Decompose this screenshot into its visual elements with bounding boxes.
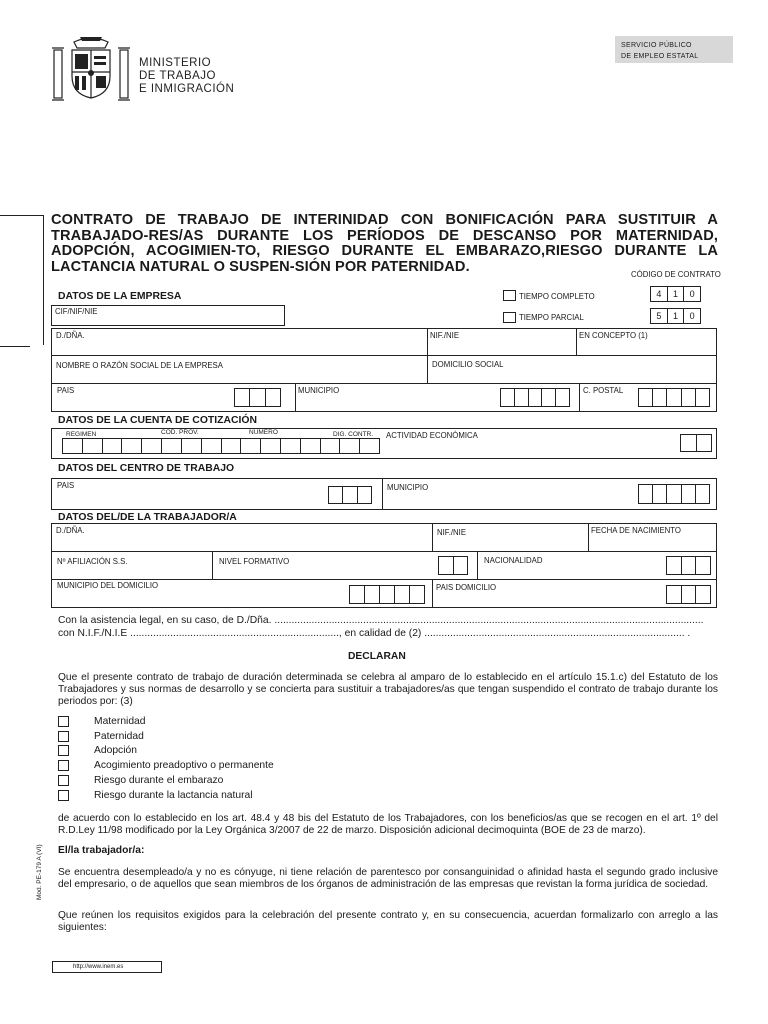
option-maternidad[interactable]: Maternidad xyxy=(58,714,274,729)
full-time-checkbox[interactable] xyxy=(503,290,516,301)
nacionalidad-label: NACIONALIDAD xyxy=(484,556,543,565)
empresa-nif-label: NIF./NIE xyxy=(430,331,460,340)
centro-municipio-boxes[interactable] xyxy=(638,484,710,504)
municipio-domicilio-boxes[interactable] xyxy=(349,585,425,604)
section-empresa: DATOS DE LA EMPRESA xyxy=(58,291,182,302)
nivel-formativo-boxes[interactable] xyxy=(438,556,468,575)
option-riesgo-lactancia[interactable]: Riesgo durante la lactancia natural xyxy=(58,788,274,803)
centro-pais-boxes[interactable] xyxy=(328,486,372,504)
numero-label: NUMERO xyxy=(249,429,278,436)
actividad-label: ACTIVIDAD ECONÓMICA xyxy=(386,431,478,440)
service-badge: SERVICIO PÚBLICO DE EMPLEO ESTATAL xyxy=(615,36,733,63)
option-adopcion[interactable]: Adopción xyxy=(58,744,274,759)
empresa-pais-boxes[interactable] xyxy=(234,388,281,407)
trabajador-nif-label: NIF./NIE xyxy=(437,528,467,537)
option-paternidad[interactable]: Paternidad xyxy=(58,729,274,744)
document-title: CONTRATO DE TRABAJO DE INTERINIDAD CON BONIFICACIÓN PARA SUSTITUIR A TRABAJADO-RES/AS DURANTE LOS PERÍODOS DE DESCANSO POR MATERNIDAD, ADOPCIÓN, ACOGIMIEN-TO, RIESGO DURANTE EL EMBARAZO,RIESGO DURANTE LA LACTANCIA NATURAL O SUSPEN-SIÓN POR PATERNIDAD. xyxy=(51,212,718,275)
section-centro: DATOS DEL CENTRO DE TRABAJO xyxy=(58,463,235,474)
full-time-code: 4 1 0 xyxy=(650,286,701,302)
empresa-pais-label: PAIS xyxy=(57,386,75,395)
cif-label: CIF/NIF/NIE xyxy=(55,307,98,316)
afiliacion-label: Nº AFILIACIÓN S.S. xyxy=(57,557,128,566)
trabajador-dna-label: D./DÑA. xyxy=(56,526,85,535)
pais-domicilio-label: PAIS DOMICILIO xyxy=(436,583,497,592)
coat-of-arms-icon xyxy=(50,36,132,108)
actividad-boxes[interactable] xyxy=(680,434,712,452)
contract-code-label: CÓDIGO DE CONTRATO xyxy=(631,270,721,279)
domicilio-label: DOMICILIO SOCIAL xyxy=(432,360,504,369)
part-time-code: 5 1 0 xyxy=(650,308,701,324)
declaran-heading: DECLARAN xyxy=(348,651,406,662)
part-time-label: TIEMPO PARCIAL xyxy=(519,313,584,322)
empresa-municipio-label: MUNICIPIO xyxy=(298,386,340,395)
cotizacion-account-boxes[interactable] xyxy=(62,438,380,454)
fecha-nac-label: FECHA DE NACIMIENTO xyxy=(591,526,681,535)
pais-domicilio-boxes[interactable] xyxy=(666,585,711,604)
adopcion-checkbox[interactable] xyxy=(58,745,69,756)
title-bracket xyxy=(0,215,44,345)
acogimiento-checkbox[interactable] xyxy=(58,760,69,771)
centro-box xyxy=(51,478,717,510)
riesgo-embarazo-checkbox[interactable] xyxy=(58,775,69,786)
worker-text: Se encuentra desempleado/a y no es cónyuge, ni tiene relación de parentesco por consanguinidad o afinidad hasta el segundo grado inclusive del empresario, o de aquellos que sean miembros de los órganos de administración de las empresas que revistan la forma jurídica de sociedad. xyxy=(58,867,718,890)
closing-text: Que reúnen los requisitos exigidos para la celebración del presente contrato y, en su consecuencia, acuerdan formalizarlo con arreglo a las siguientes: xyxy=(58,910,718,933)
section-trabajador: DATOS DEL/DE LA TRABAJADOR/A xyxy=(58,512,237,523)
cpostal-boxes[interactable] xyxy=(638,388,710,407)
regimen-label: REGIMEN xyxy=(66,431,97,438)
part-time-checkbox[interactable] xyxy=(503,312,516,323)
razon-social-label: NOMBRE O RAZÓN SOCIAL DE LA EMPRESA xyxy=(56,361,223,370)
empresa-dna-label: D./DÑA. xyxy=(56,331,85,340)
declaran-intro: Que el presente contrato de trabajo de duración determinada se celebra al amparo de lo establecido en el artículo 15.1.c) del Estatuto de los Trabajadores y sus normas de desarrollo y se concierta para sustituir a trabajadores/as que tengan suspendido el contrato de trabajo durante los periodos por: (3) xyxy=(58,672,718,707)
empresa-concepto-label: EN CONCEPTO (1) xyxy=(579,331,648,340)
centro-municipio-label: MUNICIPIO xyxy=(387,483,429,492)
municipio-domicilio-label: MUNICIPIO DEL DOMICILIO xyxy=(57,581,159,590)
nacionalidad-boxes[interactable] xyxy=(666,556,711,575)
centro-pais-label: PAIS xyxy=(57,481,75,490)
section-cotizacion: DATOS DE LA CUENTA DE COTIZACIÓN xyxy=(58,415,257,426)
dig-contr-label: DIG. CONTR. xyxy=(333,431,374,438)
empresa-municipio-boxes[interactable] xyxy=(500,388,570,407)
website-url[interactable]: http://www.inem.es xyxy=(52,961,162,973)
nivel-formativo-label: NIVEL FORMATIVO xyxy=(219,557,290,566)
asistencia-line-1: Con la asistencia legal, en su caso, de D./Dña. ...................................................................................................................................................... xyxy=(58,615,704,626)
riesgo-lactancia-checkbox[interactable] xyxy=(58,790,69,801)
paternidad-checkbox[interactable] xyxy=(58,731,69,742)
option-acogimiento[interactable]: Acogimiento preadoptivo o permanente xyxy=(58,758,274,773)
cif-field[interactable] xyxy=(51,305,285,326)
model-code: Mod. PE-179 A (VI) xyxy=(36,844,43,900)
cod-prov-label: COD. PROV. xyxy=(161,429,199,436)
ministry-name: MINISTERIO DE TRABAJO E INMIGRACIÓN xyxy=(139,57,235,95)
legal-basis-text: de acuerdo con lo establecido en los art. 48.4 y 48 bis del Estatuto de los Trabajadores, con los beneficios/as que se recogen en el art. 1º del R.D.Ley 11/98 modificado por la Ley Orgánica 3/2007 de 22 de marzo. Disposición adicional decimoquinta (BOE de 23 de marzo). xyxy=(58,813,718,836)
option-riesgo-embarazo[interactable]: Riesgo durante el embarazo xyxy=(58,773,274,788)
maternidad-checkbox[interactable] xyxy=(58,716,69,727)
leave-options-list xyxy=(58,714,274,803)
cpostal-label: C. POSTAL xyxy=(583,386,624,395)
empresa-box xyxy=(51,328,717,412)
asistencia-line-2: con N.I.F./N.I.E ........................................................................., en calidad de (2) ........................................................................................... . xyxy=(58,628,691,639)
full-time-label: TIEMPO COMPLETO xyxy=(519,292,595,301)
worker-heading: El/la trabajador/a: xyxy=(58,845,145,856)
